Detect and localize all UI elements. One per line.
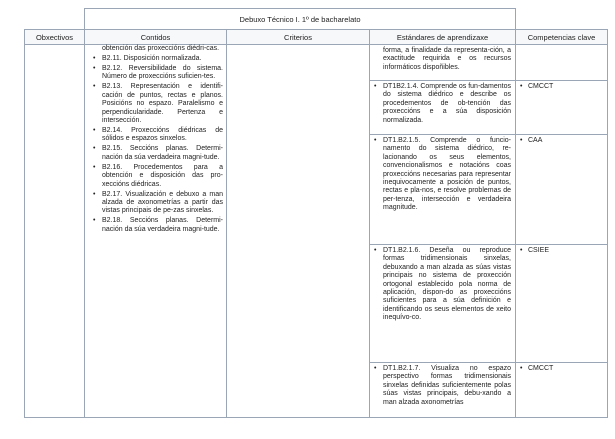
content-item — [93, 45, 223, 53]
content-item-text: B2.13. Representación e identifi-cación de puntos, rectas e planos. Posicións no espazo. Paralelismo e perpendicularidade. Pertenza e intersección. — [102, 83, 223, 125]
competence-item — [516, 45, 607, 81]
competence-item-body — [520, 137, 603, 145]
title-spacer — [25, 9, 85, 30]
content-item — [93, 164, 223, 189]
content-item — [93, 191, 223, 216]
standard-item — [370, 363, 515, 417]
competence-item-body — [520, 247, 603, 255]
competences-cell — [516, 45, 608, 418]
bullet: • — [93, 127, 96, 135]
competence-code: CMCCT — [528, 83, 554, 90]
objectives-cell — [25, 45, 85, 418]
bullet: • — [520, 247, 523, 254]
standard-item-body — [374, 137, 511, 213]
bullet: • — [93, 83, 96, 91]
competence-item — [516, 245, 607, 363]
header-criteria: Criterios — [227, 30, 370, 45]
standard-item — [370, 245, 515, 363]
bullet: • — [520, 83, 523, 90]
bullet: • — [520, 137, 523, 144]
content-item-text: B2.17. Visualización e debuxo a man alzada de axonometrías a partir das vistas principais de pe-zas sinxelas. — [102, 190, 223, 215]
content-item-text: obtención das proxeccións diédri-cas. — [102, 45, 220, 52]
competence-item — [516, 363, 607, 417]
content-item-text: B2.14. Proxeccións diédricas de sólidos e espazos sinxelos. — [102, 127, 223, 143]
standard-item-text: DT1.B2.1.5. Comprende o funcio-namento do sistema diédrico, re-lacionando os seus elementos, convencionalismos e notacións coas proxeccións necesarias para representar inequivocamente a posición de puntos, rectas e pla-nos, e resolve problemas de per-tenza, intersección e verdadeira magnitude. — [383, 137, 511, 212]
competence-code: CMCCT — [528, 365, 554, 372]
bullet: • — [93, 55, 96, 62]
competence-item-body — [520, 83, 603, 91]
competence-item — [516, 81, 607, 135]
contents-cell — [85, 45, 227, 418]
title-spacer-right — [516, 9, 608, 30]
criteria-cell — [227, 45, 370, 418]
content-item — [93, 55, 223, 63]
curriculum-table — [24, 8, 608, 418]
bullet: • — [520, 365, 523, 372]
standard-item-text: DT1.B2.1.7. Visualiza no espazo perspectivo formas tridimensionais sinxelas definidas suficientemente polas súas vistas principais, debu-xando a man alzada axonometrías — [383, 365, 511, 406]
standard-item-text: forma, a finalidade da representa-ción, a exactitude requirida e os recursos informáticos dispoñibles. — [383, 47, 511, 71]
bullet: • — [374, 83, 377, 90]
standard-item-body — [374, 83, 511, 125]
standard-item — [370, 135, 515, 245]
content-item-text: B2.18. Seccións planas. Determi-nación da súa verdadeira magni-tude. — [102, 217, 223, 233]
header-objectives: Obxectivos — [25, 30, 85, 45]
content-item-text: B2.16. Procedementos para a obtención e disposición das pro-xeccións diédricas. — [102, 163, 223, 188]
bullet: • — [93, 65, 96, 72]
standard-item-text: DT1B2.1.4. Comprende os fun-damentos do sistema diédrico e describe os procedementos de ob-tención das proxeccións e a súa disposición normalizada. — [383, 83, 512, 124]
header-standards: Estándares de aprendizaxe — [370, 30, 516, 45]
content-item-text: B2.12. Reversibilidade do sistema. Número de proxeccións suficien-tes. — [102, 65, 223, 81]
header-contents: Contidos — [85, 30, 227, 45]
standard-item — [370, 81, 515, 135]
content-item-text: B2.11. Disposición normalizada. — [102, 55, 202, 62]
bullet: • — [93, 217, 96, 225]
bullet: • — [374, 137, 377, 144]
bullet: • — [93, 163, 96, 171]
content-item — [93, 65, 223, 82]
contents-list — [85, 45, 226, 234]
bullet: • — [374, 365, 377, 372]
content-item — [93, 83, 223, 125]
standards-cell — [370, 45, 516, 418]
content-item — [93, 127, 223, 144]
content-item — [93, 217, 223, 234]
table-title: Debuxo Técnico I. 1º de bacharelato — [85, 9, 516, 30]
bullet: • — [93, 190, 96, 198]
competence-code: CSIEE — [528, 247, 550, 254]
standard-item-body — [374, 47, 511, 72]
competence-item — [516, 135, 607, 245]
standard-item-text: DT1.B2.1.6. Deseña ou reproduce formas tridimensionais sinxelas, debuxando a man alzada as súas vistas principais no sistema de proxección ortogonal establecido pola norma de aplicación, dispon-do as proxeccións suficientes para a súa definición e identificando os seus elementos de xeito inequívo-co. — [383, 247, 511, 322]
competence-item-body — [520, 365, 603, 373]
competence-code: CAA — [528, 137, 543, 144]
bullet: • — [93, 145, 96, 153]
standard-item-body — [374, 365, 511, 407]
content-item — [93, 145, 223, 162]
standard-item — [370, 45, 515, 81]
content-item-text: B2.15. Seccións planas. Determi-nación da súa verdadeira magni-tude. — [102, 145, 223, 161]
header-competences: Competencias clave — [516, 30, 608, 45]
standard-item-body — [374, 247, 511, 323]
bullet: • — [374, 247, 377, 254]
